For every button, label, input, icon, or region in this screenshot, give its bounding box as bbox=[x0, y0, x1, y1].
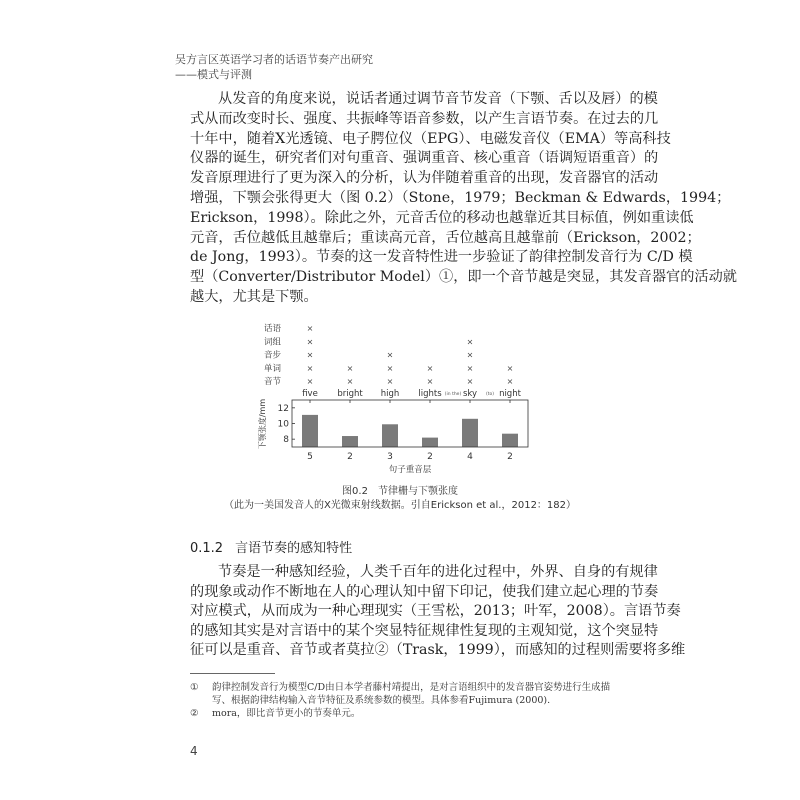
grid-row-label: 音节 bbox=[264, 377, 282, 388]
word-label: sky bbox=[462, 389, 478, 399]
text-line: 对应模式，从而成为一种心理现实（王雪松，2013；叶军，2008）。言语节奏 bbox=[190, 603, 681, 619]
bar bbox=[462, 419, 478, 447]
grid-row-label: 词组 bbox=[264, 337, 282, 348]
small-word-label: (to) bbox=[485, 392, 495, 397]
bar bbox=[342, 436, 358, 447]
figure-note: （此为一美国发音人的X光微束射线数据。引自Erickson et al.，2012：182） bbox=[223, 500, 577, 511]
text-line: de Jong，1993）。节奏的这一发音特性进一步验证了韵律控制发音行为 C/D 模 bbox=[190, 249, 693, 266]
grid-mark: × bbox=[346, 363, 354, 373]
x-tick-label: 4 bbox=[467, 452, 473, 462]
grid-mark: × bbox=[306, 377, 314, 387]
grid-mark: × bbox=[506, 377, 514, 387]
y-tick-label: 12 bbox=[277, 403, 289, 414]
section-title: 言语节奏的感知特性 bbox=[235, 541, 353, 556]
text-line: 征可以是重音、音节或者莫拉②（Trask，1999），而感知的过程则需要将多维 bbox=[190, 642, 686, 658]
figure-caption: 图0.2 节律栅与下颚张度 bbox=[342, 486, 458, 497]
plot-frame bbox=[292, 400, 528, 447]
bar bbox=[382, 424, 398, 447]
x-axis-label: 句子重音层 bbox=[388, 465, 432, 475]
section-heading bbox=[190, 537, 352, 556]
grid-mark: × bbox=[466, 337, 474, 347]
figure-chart bbox=[250, 318, 550, 478]
bar bbox=[422, 438, 438, 447]
page-number: 4 bbox=[190, 744, 198, 758]
y-tick-label: 10 bbox=[277, 419, 289, 430]
footnote-rule bbox=[190, 673, 275, 674]
grid-row-label: 音步 bbox=[264, 350, 282, 361]
x-tick-label: 2 bbox=[507, 452, 513, 462]
grid-mark: × bbox=[426, 377, 434, 387]
grid-mark: × bbox=[386, 350, 394, 360]
x-tick-label: 2 bbox=[427, 452, 433, 462]
grid-row-label: 话语 bbox=[264, 324, 282, 334]
bar bbox=[302, 415, 318, 447]
text-line: 的感知其实是对言语中的某个突显特征规律性复现的主观知觉，这个突显特 bbox=[190, 622, 659, 639]
section-number: 0.1.2 bbox=[190, 541, 224, 556]
footnote-line: 韵律控制发音行为模型C/D由日本学者藤村靖提出，是对言语组织中的发音器官姿势进行生成描 bbox=[212, 682, 611, 693]
text-line: 仪器的诞生，研究者们对句重音、强调重音、核心重音（语调短语重音）的 bbox=[190, 150, 659, 167]
x-tick-label: 5 bbox=[307, 452, 313, 462]
word-label: bright bbox=[337, 389, 363, 399]
grid-mark: × bbox=[306, 350, 314, 360]
text-line: 十年中，随着X光透镜、电子腭位仪（EPG）、电磁发音仪（EMA）等高科技 bbox=[190, 130, 671, 147]
text-line: 型（Converter/Distributor Model）①，即一个音节越是突显，其发音器官的活动就 bbox=[190, 269, 737, 286]
x-tick-label: 2 bbox=[347, 452, 353, 462]
footnote bbox=[190, 707, 610, 720]
grid-row-label: 单词 bbox=[264, 363, 282, 374]
grid-mark: × bbox=[306, 337, 314, 347]
grid-mark: × bbox=[386, 363, 394, 373]
y-axis-label: 下颚张度/mm bbox=[258, 398, 267, 450]
text-line: 增强，下颚会张得更大（图 0.2）（Stone，1979；Beckman & Edwards，1994； bbox=[190, 189, 731, 206]
grid-mark: × bbox=[466, 377, 474, 387]
footnote-mark: ① bbox=[190, 682, 199, 693]
grid-mark: × bbox=[426, 363, 434, 373]
y-tick-label: 8 bbox=[283, 435, 289, 446]
grid-mark: × bbox=[466, 350, 474, 360]
text-line: Erickson，1998）。除此之外，元音舌位的移动也越靠近其目标值，例如重读低 bbox=[190, 209, 694, 226]
footnote-line: mora，即比音节更小的节奏单元。 bbox=[212, 708, 361, 719]
text-line: 式从而改变时长、强度、共振峰等语音参数，以产生言语节奏。在过去的几 bbox=[190, 110, 659, 127]
footnotes bbox=[190, 681, 610, 720]
text-line: 从发音的角度来说，说话者通过调节音节发音（下颚、舌以及唇）的模 bbox=[218, 91, 658, 107]
grid-mark: × bbox=[306, 363, 314, 373]
grid-mark: × bbox=[386, 377, 394, 387]
text-line: 元音，舌位越低且越靠后；重读高元音，舌位越高且越靠前（Erickson，2002； bbox=[190, 229, 701, 246]
paragraph-1 bbox=[190, 90, 737, 308]
word-label: lights bbox=[418, 389, 442, 399]
text-line: 节奏是一种感知经验，人类千百年的进化过程中，外界、自身的有规律 bbox=[218, 564, 658, 580]
bar bbox=[502, 434, 518, 447]
running-header-subtitle: ——模式与评测 bbox=[175, 68, 252, 81]
word-label: high bbox=[380, 389, 400, 399]
running-header-title: 吴方言区英语学习者的话语节奏产出研究 bbox=[175, 53, 373, 66]
text-line: 发音原理进行了更为深入的分析，认为伴随着重音的出现，发音器官的活动 bbox=[190, 170, 659, 187]
text-line: 越大，尤其是下颚。 bbox=[190, 288, 318, 305]
word-label: five bbox=[302, 389, 318, 399]
word-label: night bbox=[499, 389, 521, 399]
x-tick-label: 3 bbox=[387, 452, 393, 462]
footnote-mark: ② bbox=[190, 708, 199, 719]
footnote bbox=[190, 681, 610, 707]
grid-mark: × bbox=[466, 363, 474, 373]
grid-mark: × bbox=[306, 324, 314, 333]
paragraph-2 bbox=[190, 563, 686, 661]
grid-mark: × bbox=[346, 377, 354, 387]
footnote-line: 写、根据韵律结构输入音节特征及系统参数的模型。具体参看Fujimura (2000). bbox=[212, 695, 551, 706]
text-line: 的现象或动作不断地在人的心理认知中留下印记，使我们建立起心理的节奏 bbox=[190, 583, 659, 600]
grid-mark: × bbox=[506, 363, 514, 373]
small-word-label: (in the) bbox=[444, 392, 462, 397]
